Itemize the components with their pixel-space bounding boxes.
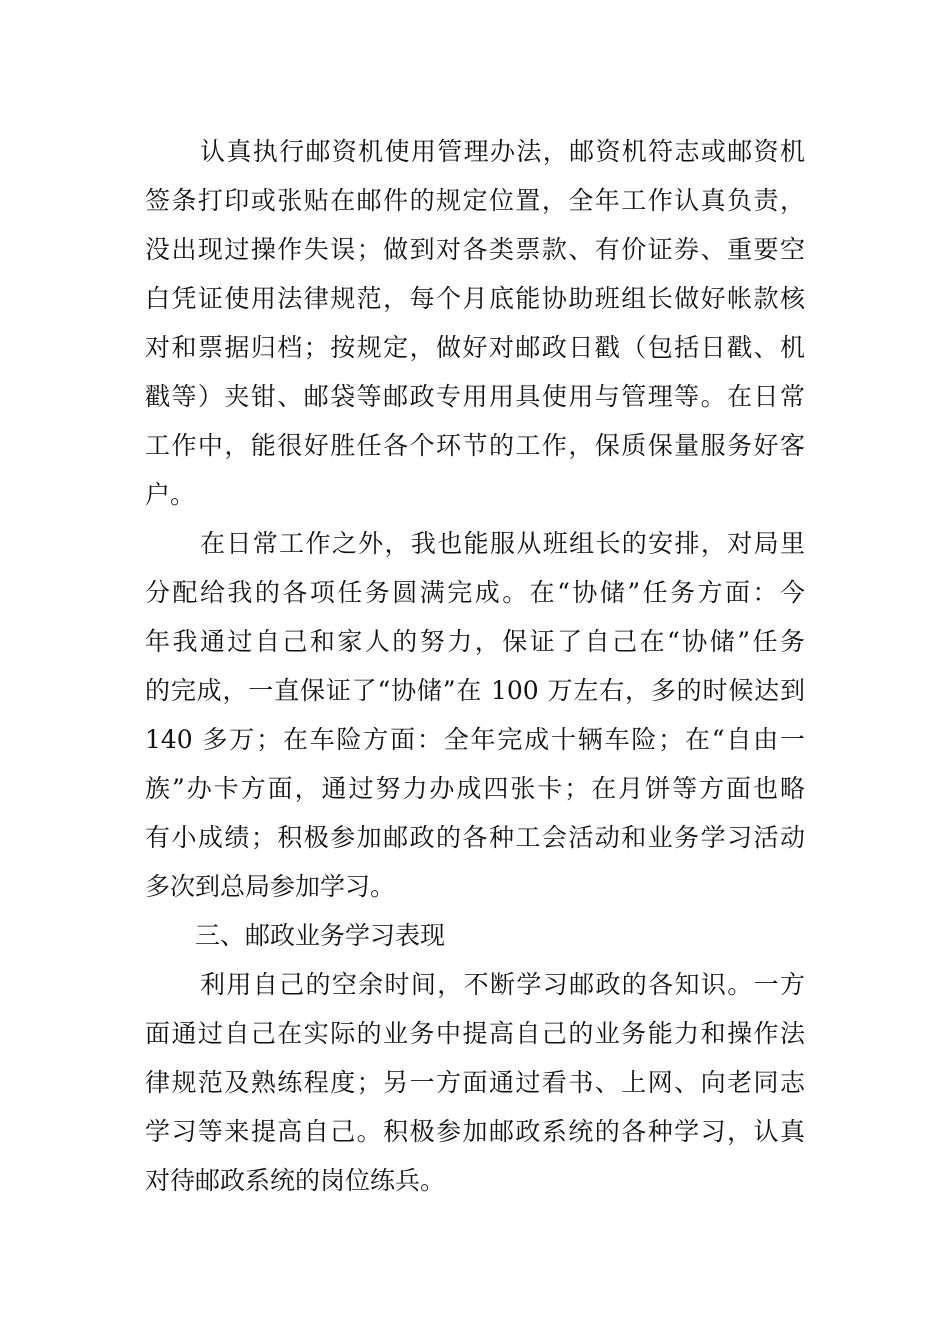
paragraph-3-line-2: 面通过自己在实际的业务中提高自己的业务能力和操作法: [145, 1019, 805, 1048]
paragraph-1-line-2: 签条打印或张贴在邮件的规定位置，全年工作认真负责，: [145, 186, 805, 215]
paragraph-2-line-1: 在日常工作之外，我也能服从班组长的安排，对局里: [200, 529, 805, 558]
paragraph-3-line-3: 律规范及熟练程度；另一方面通过看书、上网、向老同志: [145, 1068, 805, 1097]
paragraph-2-line-5: 140 多万；在车险方面：全年完成十辆车险；在“自由一: [145, 725, 805, 754]
paragraph-1-line-1: 认真执行邮资机使用管理办法，邮资机符志或邮资机: [200, 137, 805, 166]
section-heading: 三、邮政业务学习表现: [195, 921, 446, 950]
paragraph-1-line-6: 戳等）夹钳、邮袋等邮政专用用具使用与管理等。在日常: [145, 382, 805, 411]
paragraph-2-line-8: 多次到总局参加学习。: [145, 872, 396, 901]
paragraph-1-line-3: 没出现过操作失误；做到对各类票款、有价证券、重要空: [145, 235, 805, 264]
paragraph-1-line-8: 户。: [145, 480, 196, 509]
paragraph-2-line-7: 有小成绩；积极参加邮政的各种工会活动和业务学习活动: [145, 823, 805, 852]
paragraph-2-line-4: 的完成，一直保证了“协储”在 100 万左右，多的时候达到: [145, 676, 805, 705]
paragraph-1-line-4: 白凭证使用法律规范，每个月底能协助班组长做好帐款核: [145, 284, 805, 313]
paragraph-3-line-4: 学习等来提高自己。积极参加邮政系统的各种学习，认真: [145, 1117, 805, 1146]
paragraph-2-line-2: 分配给我的各项任务圆满完成。在“协储”任务方面：今: [145, 578, 805, 607]
paragraph-1-line-7: 工作中，能很好胜任各个环节的工作，保质保量服务好客: [145, 431, 805, 460]
paragraph-2-line-6: 族”办卡方面，通过努力办成四张卡；在月饼等方面也略: [145, 774, 805, 803]
paragraph-3-line-1: 利用自己的空余时间，不断学习邮政的各知识。一方: [200, 970, 805, 999]
paragraph-3-line-5: 对待邮政系统的岗位练兵。: [145, 1166, 446, 1195]
paragraph-1-line-5: 对和票据归档；按规定，做好对邮政日戳（包括日戳、机: [145, 333, 805, 362]
paragraph-2-line-3: 年我通过自己和家人的努力，保证了自己在“协储”任务: [145, 627, 805, 656]
